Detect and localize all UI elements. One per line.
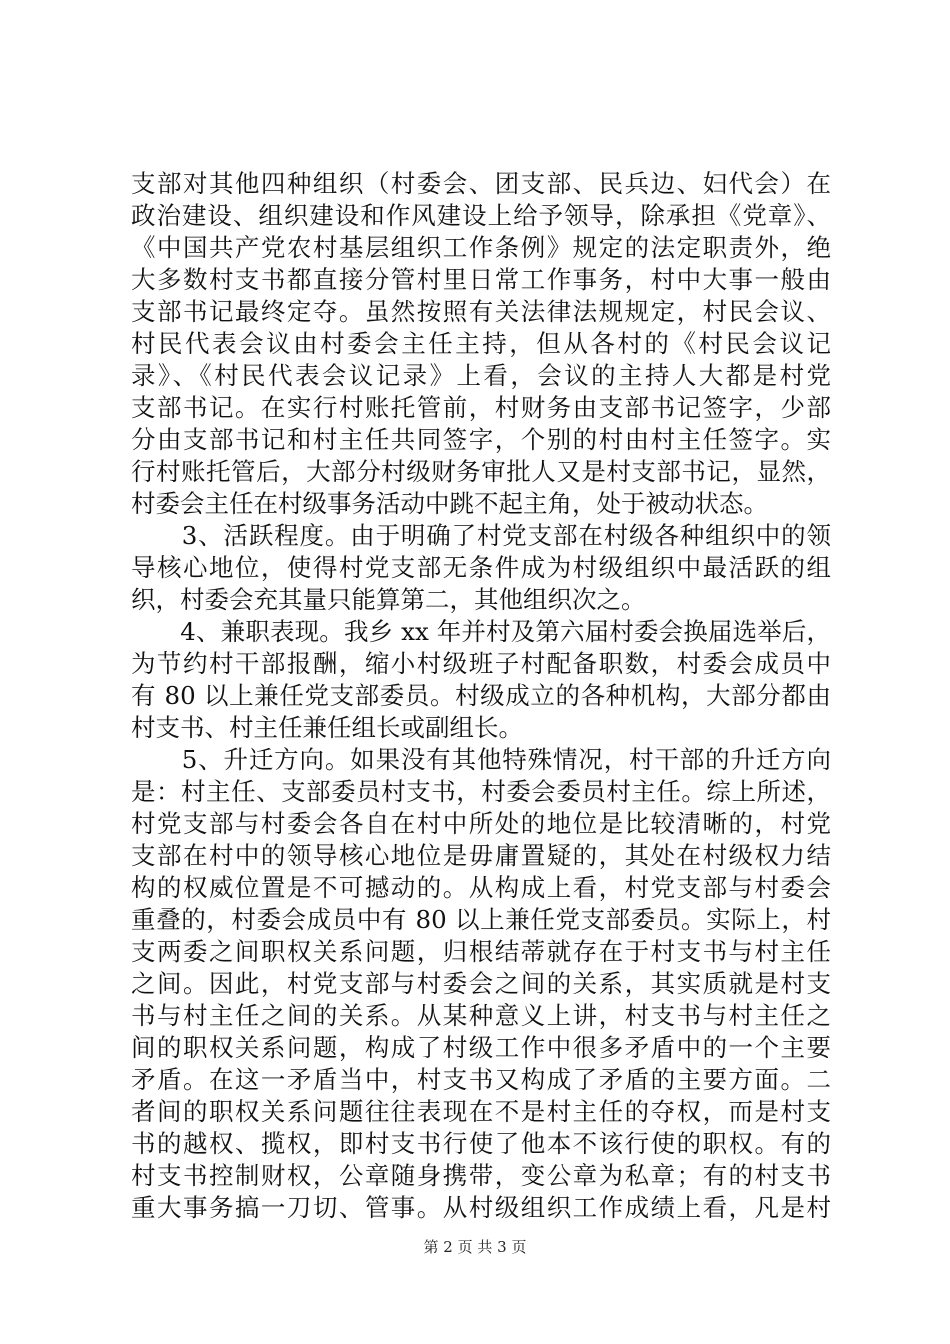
text-line: 导核心地位，使得村党支部无条件成为村级组织中最活跃的组 <box>131 553 831 582</box>
text-line: 间的职权关系问题，构成了村级工作中很多矛盾中的一个主要 <box>131 1033 831 1062</box>
text-line: 矛盾。在这一矛盾当中，村支书又构成了矛盾的主要方面。二 <box>131 1065 831 1094</box>
text-line: 者间的职权关系问题往往表现在不是村主任的夺权，而是村支 <box>131 1097 831 1126</box>
text-line: 为节约村干部报酬，缩小村级班子村配备职数，村委会成员中 <box>131 649 831 678</box>
text-line: 是：村主任、支部委员村支书，村委会委员村主任。综上所述， <box>131 777 831 806</box>
text-line: 3、活跃程度。由于明确了村党支部在村级各种组织中的领 <box>131 521 831 550</box>
text-line: 录》、《村民代表会议记录》上看，会议的主持人大都是村党 <box>131 361 831 390</box>
text-line: 重叠的，村委会成员中有 80 以上兼任党支部委员。实际上，村 <box>131 905 831 934</box>
text-line: 村民代表会议由村委会主任主持，但从各村的《村民会议记 <box>131 329 831 358</box>
text-line: 村支书、村主任兼任组长或副组长。 <box>131 713 523 742</box>
text-line: 4、兼职表现。我乡 xx 年并村及第六届村委会换届选举后， <box>131 617 831 646</box>
text-line: 《中国共产党农村基层组织工作条例》规定的法定职责外，绝 <box>131 233 831 262</box>
text-line: 支部书记。在实行村账托管前，村财务由支部书记签字，少部 <box>131 393 831 422</box>
text-line: 行村账托管后，大部分村级财务审批人又是村支部书记，显然， <box>131 457 831 486</box>
text-line: 构的权威位置是不可撼动的。从构成上看，村党支部与村委会 <box>131 873 831 902</box>
text-line: 有 80 以上兼任党支部委员。村级成立的各种机构，大部分都由 <box>131 681 831 710</box>
text-line: 支部书记最终定夺。虽然按照有关法律法规规定，村民会议、 <box>131 297 831 326</box>
text-line: 重大事务搞一刀切、管事。从村级组织工作成绩上看，凡是村 <box>131 1193 831 1222</box>
text-line: 书的越权、揽权，即村支书行使了他本不该行使的职权。有的 <box>131 1129 831 1158</box>
text-line: 之间。因此，村党支部与村委会之间的关系，其实质就是村支 <box>131 969 831 998</box>
text-line: 大多数村支书都直接分管村里日常工作事务，村中大事一般由 <box>131 265 831 294</box>
text-line: 5、升迁方向。如果没有其他特殊情况，村干部的升迁方向 <box>131 745 831 774</box>
text-line: 村支书控制财权，公章随身携带，变公章为私章；有的村支书 <box>131 1161 831 1190</box>
text-line: 支部在村中的领导核心地位是毋庸置疑的，其处在村级权力结 <box>131 841 831 870</box>
text-line: 支部对其他四种组织（村委会、团支部、民兵边、妇代会）在 <box>131 169 831 198</box>
text-line: 支两委之间职权关系问题，归根结蒂就存在于村支书与村主任 <box>131 937 831 966</box>
text-line: 书与村主任之间的关系。从某种意义上讲，村支书与村主任之 <box>131 1001 831 1030</box>
text-line: 织，村委会充其量只能算第二，其他组织次之。 <box>131 585 646 614</box>
page-footer: 第 2 页 共 3 页 <box>423 1238 527 1256</box>
text-line: 政治建设、组织建设和作风建设上给予领导，除承担《党章》、 <box>131 201 831 230</box>
text-line: 分由支部书记和村主任共同签字，个别的村由村主任签字。实 <box>131 425 831 454</box>
text-line: 村党支部与村委会各自在村中所处的地位是比较清晰的，村党 <box>131 809 831 838</box>
text-line: 村委会主任在村级事务活动中跳不起主角，处于被动状态。 <box>131 489 768 518</box>
